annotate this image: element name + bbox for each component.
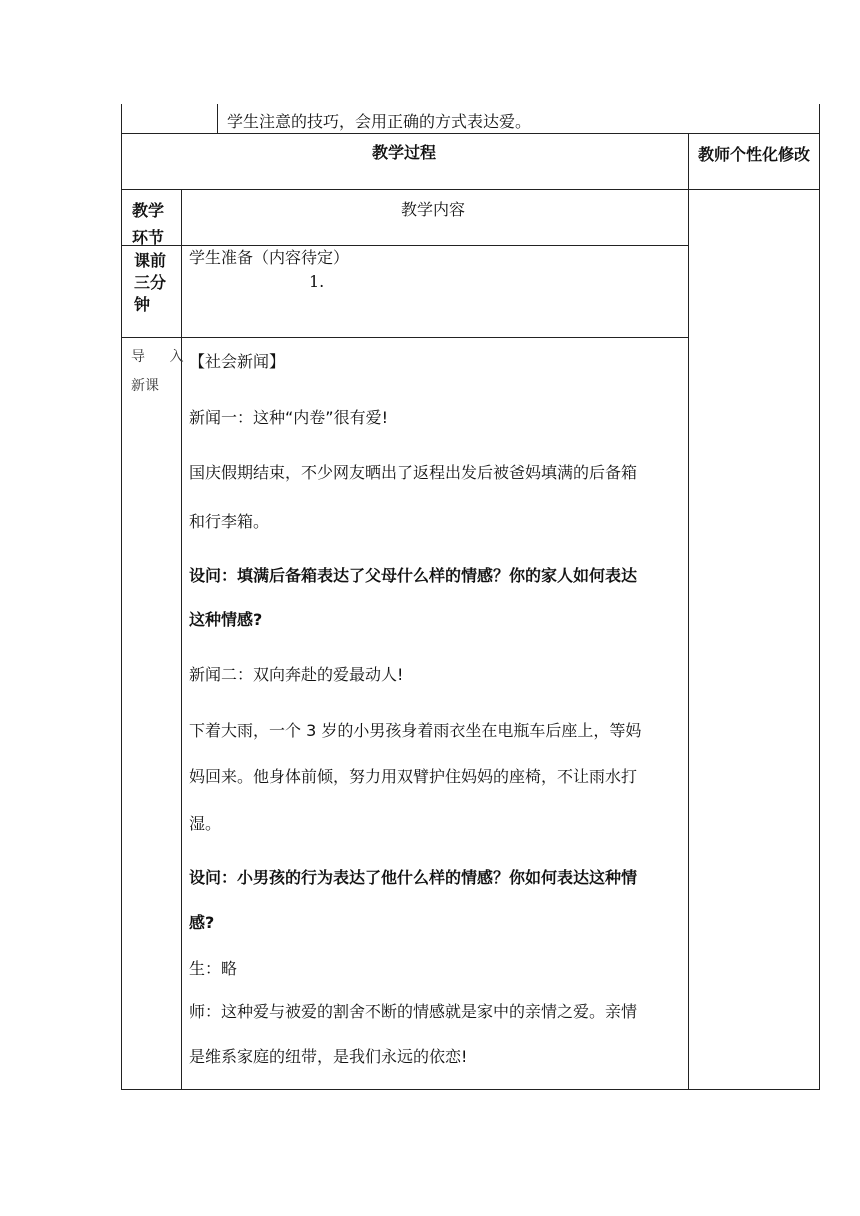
teacher-remark-line-2: 是维系家庭的纽带，是我们永远的依恋! [189,1047,468,1066]
column-divider-teacher [688,134,689,1090]
pre-class-line-1: 学生准备（内容待定） [189,248,350,267]
teacher-modification-header: 教师个性化修改 [697,145,810,164]
top-row-text: 学生注意的技巧，会用正确的方式表达爱。 [227,112,532,131]
news1-text-line-1: 国庆假期结束，不少网友晒出了返程出发后被爸妈填满的后备箱 [189,463,638,482]
table-border-left [121,104,122,1090]
news2-title: 新闻二：双向奔赴的爱最动人! [189,665,404,684]
question1-line-2: 这种情感? [189,610,263,629]
news1-text-line-2: 和行李箱。 [189,512,270,531]
intro-label-line-1: 导 入 [131,349,194,365]
section-title: 【社会新闻】 [189,352,286,371]
question1-line-1: 设问：填满后备箱表达了父母什么样的情感？你的家人如何表达 [189,566,638,585]
row-line-2 [121,189,820,190]
stage-label: 教学环节 [132,201,165,247]
news2-text-line-3: 湿。 [189,814,222,833]
student-response: 生：略 [189,959,238,978]
row-line-1 [121,133,820,134]
teacher-remark-line-1: 师：这种爱与被爱的割舍不断的情感就是家中的亲情之爱。亲情 [189,1002,638,1021]
news1-title: 新闻一：这种“内卷”很有爱! [189,408,388,427]
row-line-3 [121,245,689,246]
pre-class-line-2: 1. [309,272,325,291]
news2-text-line-2: 妈回来。他身体前倾，努力用双臂护住妈妈的座椅，不让雨水打 [189,767,638,786]
news2-text-line-1: 下着大雨，一个 3 岁的小男孩身着雨衣坐在电瓶车后座上，等妈 [189,721,642,740]
question2-line-2: 感? [189,913,215,932]
content-label: 教学内容 [401,200,466,219]
table-border-bottom [121,1089,820,1090]
pre-class-label: 课前三分钟 [134,251,167,314]
column-divider-stage [181,189,182,1090]
table-border-right [819,104,820,1090]
intro-label-line-2: 新课 [131,378,159,394]
process-title: 教学过程 [372,143,437,162]
question2-line-1: 设问：小男孩的行为表达了他什么样的情感？你如何表达这种情 [189,868,638,887]
row-line-4 [121,337,689,338]
top-row-divider [217,104,218,134]
